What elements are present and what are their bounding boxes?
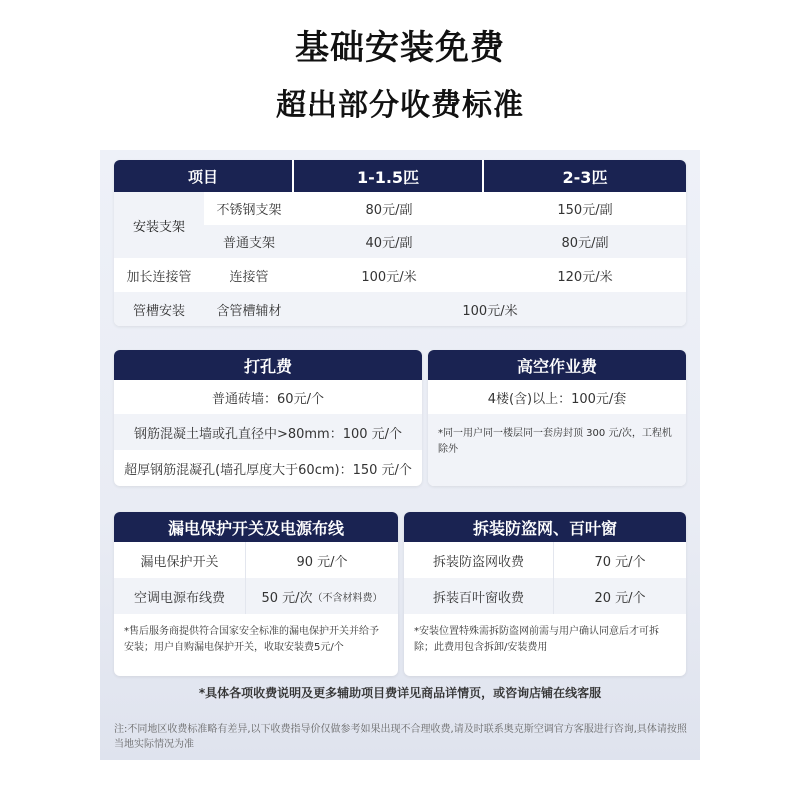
fee-value: 90 元/个 bbox=[296, 554, 348, 570]
bracket-group bbox=[114, 192, 686, 258]
category-bracket: 安装支架 bbox=[114, 192, 204, 258]
table-row bbox=[114, 578, 398, 614]
price-large: 120元/米 bbox=[557, 269, 613, 285]
table-row bbox=[204, 192, 686, 225]
fee-value-group bbox=[246, 578, 398, 614]
sub-item: 不锈钢支架 bbox=[216, 203, 282, 218]
removal-note: *安装位置特殊需拆防盗网前需与用户确认同意后才可拆除；此费用包含拆卸/安装费用 bbox=[414, 626, 659, 653]
table-header bbox=[114, 160, 686, 192]
disclaimer-note: 注:不同地区收费标准略有差异,以下收费指导价仅做参考如果出现不合理收费,请及时联系奥克斯空调官方客服进行咨询,具体请按照当地实际情况为准 bbox=[114, 724, 687, 750]
fee-value: 50 元/次 bbox=[261, 590, 313, 606]
leakage-note: *售后服务商提供符合国家安全标准的漏电保护开关并给予安装；用户自购漏电保护开关，收取安装费5元/个 bbox=[124, 626, 379, 653]
fee-value: 20 元/个 bbox=[594, 590, 646, 606]
drilling-line: 普通砖墙：60元/个 bbox=[212, 391, 324, 407]
drilling-line: 钢筋混凝土墙或孔直径中>80mm：100 元/个 bbox=[114, 414, 422, 450]
page-subtitle: 超出部分收费标准 bbox=[276, 88, 524, 123]
leakage-box bbox=[114, 512, 398, 676]
removal-title: 拆装防盗网、百叶窗 bbox=[404, 512, 686, 542]
high-altitude-title: 高空作业费 bbox=[428, 350, 686, 380]
drilling-line: 超厚钢筋混凝孔(墙孔厚度大于60cm)：150 元/个 bbox=[124, 462, 412, 478]
page-title: 基础安装免费 bbox=[295, 28, 505, 68]
fee-extra: （不含材料费） bbox=[312, 592, 383, 604]
price-span: 100元/米 bbox=[462, 303, 518, 319]
header-large-unit: 2-3匹 bbox=[562, 167, 608, 187]
leakage-title: 漏电保护开关及电源布线 bbox=[114, 512, 398, 542]
price-large: 150元/副 bbox=[557, 203, 613, 218]
drilling-title: 打孔费 bbox=[114, 350, 422, 380]
sub-item: 普通支架 bbox=[222, 236, 275, 251]
category-pipe: 加长连接管 bbox=[126, 269, 192, 285]
price-small: 100元/米 bbox=[361, 269, 417, 285]
table-row bbox=[404, 578, 686, 614]
install-fee-table bbox=[114, 160, 686, 326]
removal-box bbox=[404, 512, 686, 676]
table-row bbox=[204, 225, 686, 258]
high-altitude-box bbox=[428, 350, 686, 486]
category-trough: 管槽安装 bbox=[132, 303, 185, 319]
table-row bbox=[114, 258, 686, 292]
fee-item: 拆装防盗网收费 bbox=[404, 542, 554, 578]
table-row bbox=[404, 542, 686, 578]
header-small-unit: 1-1.5匹 bbox=[294, 160, 484, 192]
fee-item: 漏电保护开关 bbox=[114, 542, 246, 578]
table-row bbox=[114, 542, 398, 578]
table-row bbox=[114, 292, 686, 326]
price-small: 80元/副 bbox=[365, 203, 413, 218]
high-altitude-line: 4楼(含)以上：100元/套 bbox=[487, 391, 627, 407]
high-altitude-note: *同一用户同一楼层同一套房封顶 300 元/次，工程机除外 bbox=[428, 414, 686, 486]
sub-item: 连接管 bbox=[229, 269, 269, 285]
footnote: *具体各项收费说明及更多辅助项目费详见商品详情页，或咨询店铺在线客服 bbox=[198, 686, 602, 700]
fee-value: 70 元/个 bbox=[594, 554, 646, 570]
fee-item: 空调电源布线费 bbox=[114, 578, 246, 614]
sub-item: 含管槽辅材 bbox=[216, 303, 282, 319]
price-small: 40元/副 bbox=[365, 236, 413, 251]
price-large: 80元/副 bbox=[561, 236, 609, 251]
fee-item: 拆装百叶窗收费 bbox=[404, 578, 554, 614]
drilling-fee-box bbox=[114, 350, 422, 486]
header-item: 项目 bbox=[114, 160, 294, 192]
